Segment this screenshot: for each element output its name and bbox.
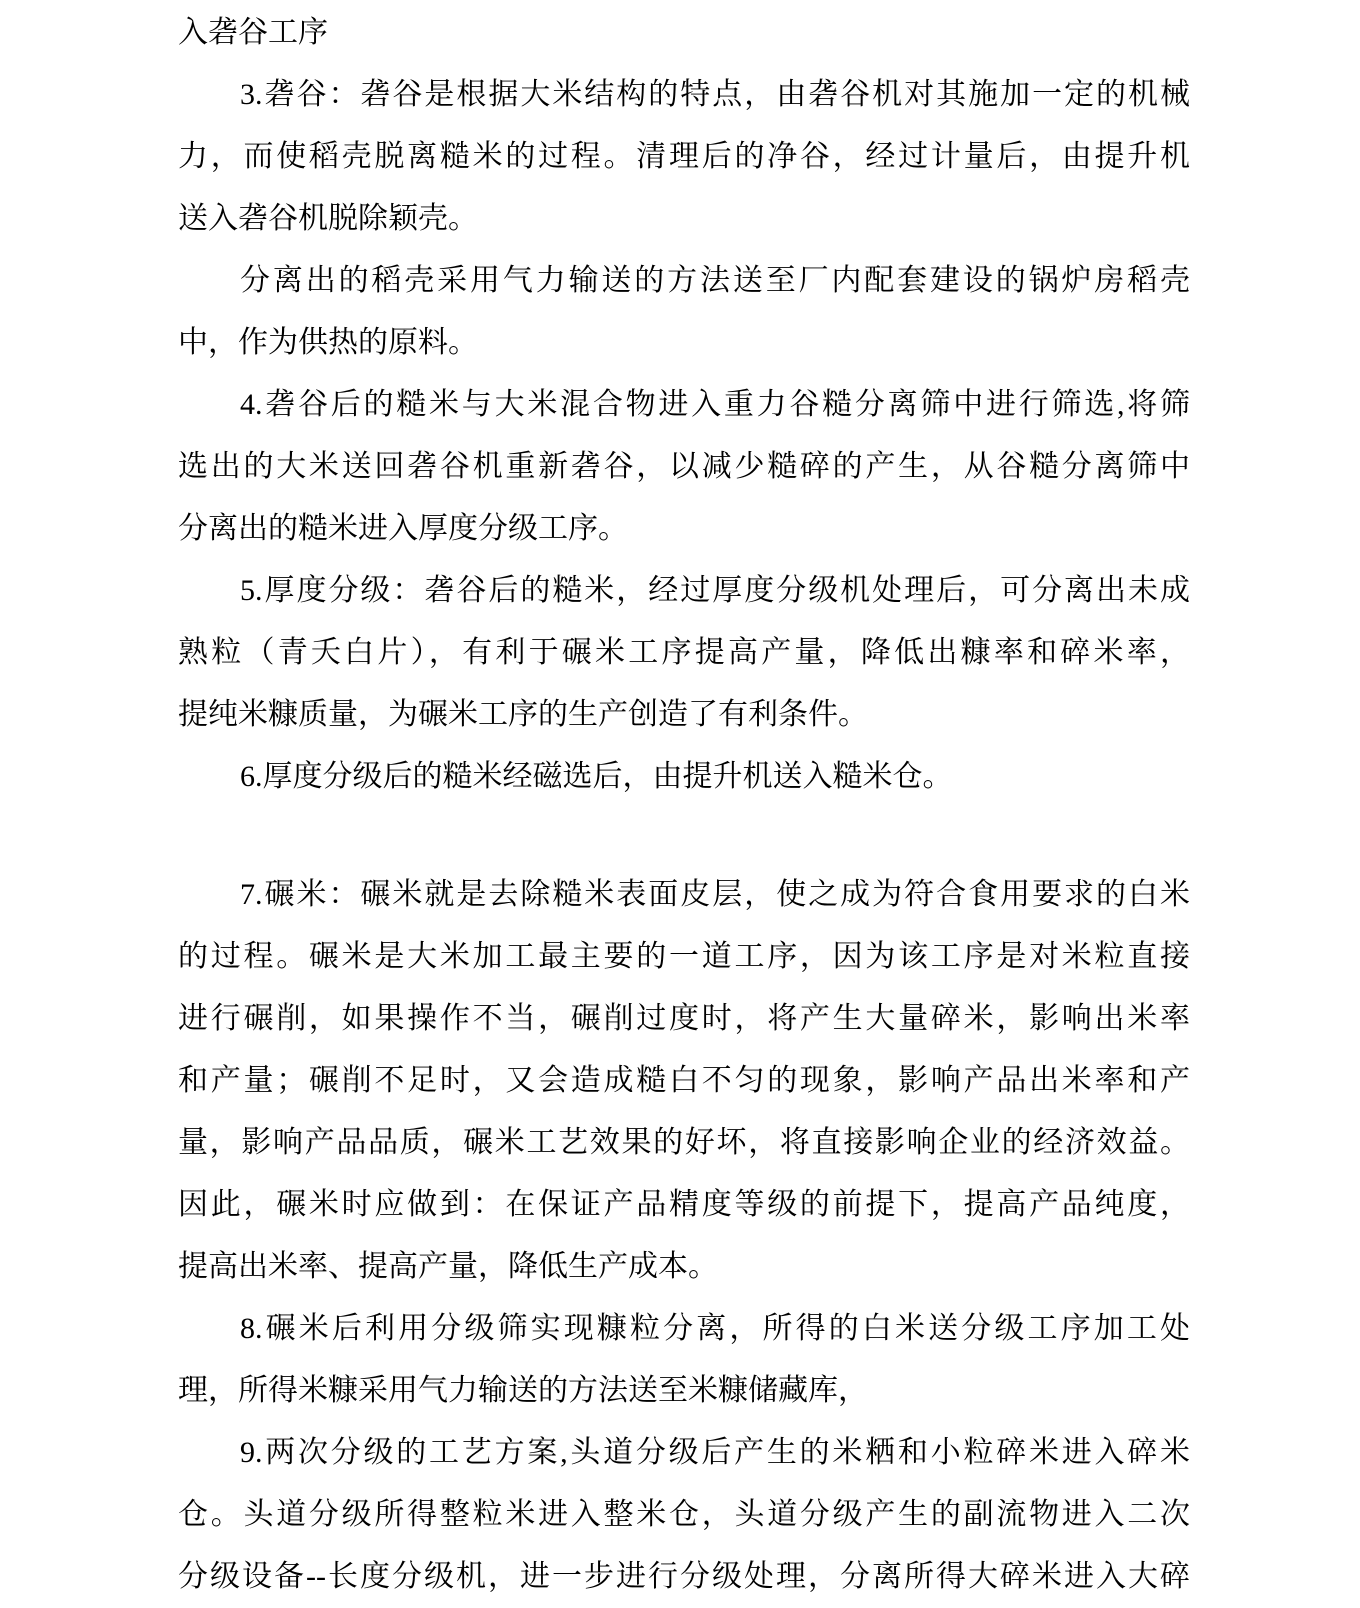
blank-line — [178, 808, 1190, 864]
text-line: 和产量；碾削不足时，又会造成糙白不匀的现象，影响产品出米率和产 — [178, 1064, 1190, 1097]
text-line: 4.砻谷后的糙米与大米混合物进入重力谷糙分离筛中进行筛选,将筛 — [240, 388, 1190, 421]
text-line: 力，而使稻壳脱离糙米的过程。清理后的净谷，经过计量后，由提升机 — [178, 140, 1190, 173]
text-line: 熟粒（青夭白片），有利于碾米工序提高产量，降低出糠率和碎米率， — [178, 636, 1190, 669]
text-line: 中，作为供热的原料。 — [178, 326, 478, 359]
text-line: 仓。头道分级所得整粒米进入整米仓，头道分级产生的副流物进入二次 — [178, 1498, 1190, 1531]
text-line: 入砻谷工序 — [178, 16, 328, 49]
text-line: 分离出的稻壳采用气力输送的方法送至厂内配套建设的锅炉房稻壳 — [240, 264, 1190, 297]
text-line: 3.砻谷：砻谷是根据大米结构的特点，由砻谷机对其施加一定的机械 — [240, 78, 1190, 111]
text-line: 提高出米率、提高产量，降低生产成本。 — [178, 1250, 718, 1283]
text-line: 因此，碾米时应做到：在保证产品精度等级的前提下，提高产品纯度， — [178, 1188, 1190, 1221]
text-line: 7.碾米：碾米就是去除糙米表面皮层，使之成为符合食用要求的白米 — [240, 878, 1190, 911]
text-line: 6.厚度分级后的糙米经磁选后，由提升机送入糙米仓。 — [240, 760, 953, 793]
text-line: 9.两次分级的工艺方案,头道分级后产生的米粞和小粒碎米进入碎米 — [240, 1436, 1190, 1469]
text-line: 5.厚度分级：砻谷后的糙米，经过厚度分级机处理后，可分离出未成 — [240, 574, 1190, 607]
text-line: 理，所得米糠采用气力输送的方法送至米糠储藏库， — [178, 1374, 868, 1407]
text-line: 量，影响产品品质，碾米工艺效果的好坏，将直接影响企业的经济效益。 — [178, 1126, 1190, 1159]
text-line: 8.碾米后利用分级筛实现糠粒分离，所得的白米送分级工序加工处 — [240, 1312, 1190, 1345]
text-line: 送入砻谷机脱除颖壳。 — [178, 202, 478, 235]
text-line: 分级设备--长度分级机，进一步进行分级处理，分离所得大碎米进入大碎 — [178, 1560, 1190, 1593]
text-line: 选出的大米送回砻谷机重新砻谷，以减少糙碎的产生，从谷糙分离筛中 — [178, 450, 1190, 483]
text-line: 的过程。碾米是大米加工最主要的一道工序，因为该工序是对米粒直接 — [178, 940, 1190, 973]
text-line: 进行碾削，如果操作不当，碾削过度时，将产生大量碎米，影响出米率 — [178, 1002, 1190, 1035]
text-line: 提纯米糠质量，为碾米工序的生产创造了有利条件。 — [178, 698, 868, 731]
text-line: 分离出的糙米进入厚度分级工序。 — [178, 512, 628, 545]
